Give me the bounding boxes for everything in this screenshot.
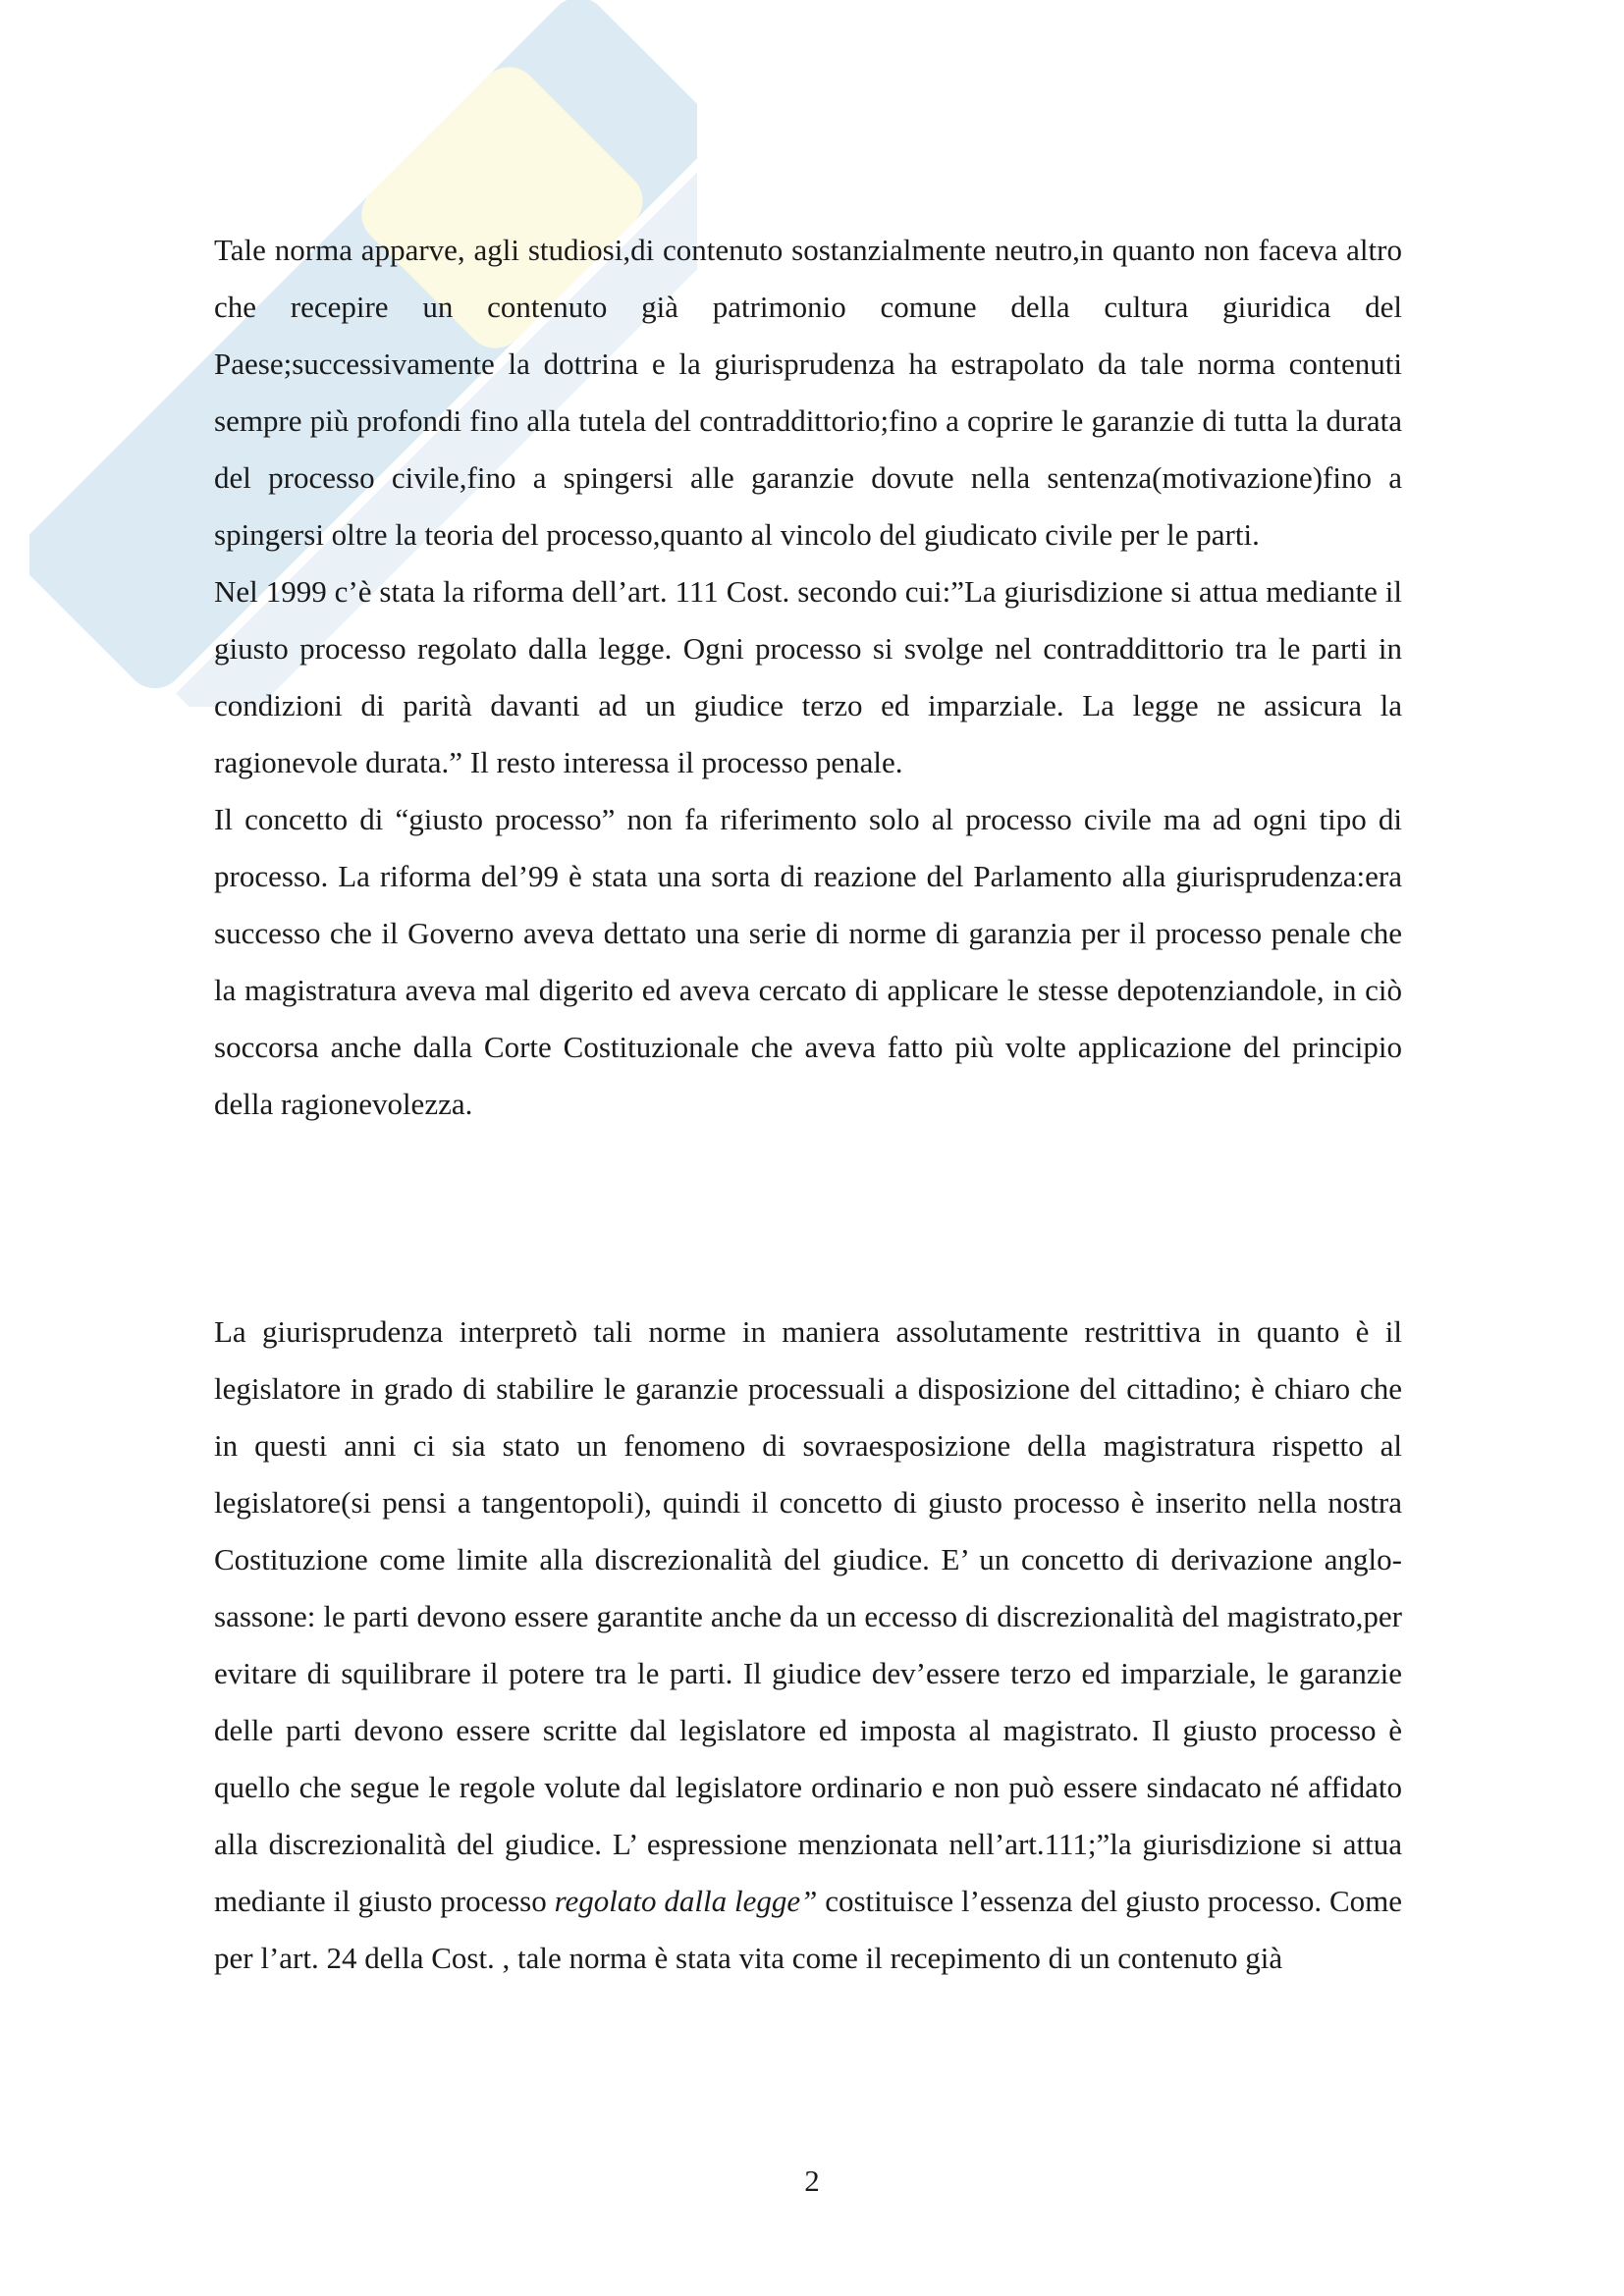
paragraph-1: Tale norma apparve, agli studiosi,di contenuto sostanzialmente neutro,in quanto non faceva altro che recepire un contenuto già patrimonio comune della cultura giuridica del Paese;successivamente la dottrina e la giurisprudenza ha estrapolato da tale norma contenuti sempre più profondi fino alla tutela del contraddittorio;fino a coprire le garanzie di tutta la durata del processo civile,fino a spingersi alle garanzie dovute nella sentenza(motivazione)fino a spingersi oltre la teoria del processo,quanto al vincolo del giudicato civile per le parti. <box>214 233 1402 552</box>
paragraph-4 <box>214 1304 1402 1987</box>
paragraph-4-part-1: La giurisprudenza interpretò tali norme in maniera assolutamente restrittiva in quanto è il legislatore in grado di stabilire le garanzie processuali a disposizione del cittadino; è chiaro che in questi anni ci sia stato un fenomeno di sovraesposizione della magistratura rispetto al legislatore(si pensi a tangentopoli), quindi il concetto di giusto processo è inserito nella nostra Costituzione come limite alla discrezionalità del giudice. E’ un concetto di derivazione anglo-sassone: le parti devono essere garantite anche da un eccesso di discrezionalità del magistrato,per evitare di squilibrare il potere tra le parti. Il giudice dev’essere terzo ed imparziale, le garanzie delle parti devono essere scritte dal legislatore ed imposta al magistrato. Il giusto processo è quello che segue le regole volute dal legislatore ordinario e non può essere sindacato né affidato alla discrezionalità del giudice. L’ espressione menzionata nell’art.111;”la giurisdizione si attua mediante il giusto processo <box>214 1314 1402 1918</box>
paragraph-4-italic: regolato dalla legge” <box>554 1884 818 1918</box>
paragraph-3: Il concetto di “giusto processo” non fa riferimento solo al processo civile ma ad ogni tipo di processo. La riforma del’99 è stata una sorta di reazione del Parlamento alla giurisprudenza:era successo che il Governo aveva dettato una serie di norme di garanzia per il processo penale che la magistratura aveva mal digerito ed aveva cercato di applicare le stesse depotenziandole, in ciò soccorsa anche dalla Corte Costituzionale che aveva fatto più volte applicazione del principio della ragionevolezza. <box>214 802 1402 1121</box>
paragraph-2: Nel 1999 c’è stata la riforma dell’art. 111 Cost. secondo cui:”La giurisdizione si attua mediante il giusto processo regolato dalla legge. Ogni processo si svolge nel contraddittorio tra le parti in condizioni di parità davanti ad un giudice terzo ed imparziale. La legge ne assicura la ragionevole durata.” Il resto interessa il processo penale. <box>214 574 1402 779</box>
text-block-bottom <box>214 1304 1402 1987</box>
text-block-top <box>214 222 1402 1133</box>
page-number: 2 <box>804 2163 820 2198</box>
paragraph-4-part-2: costituisce l’essenza del giusto processo. Come per l’art. 24 della Cost. , tale norma è stata vita come il recepimento di un contenuto già <box>214 1884 1402 1975</box>
